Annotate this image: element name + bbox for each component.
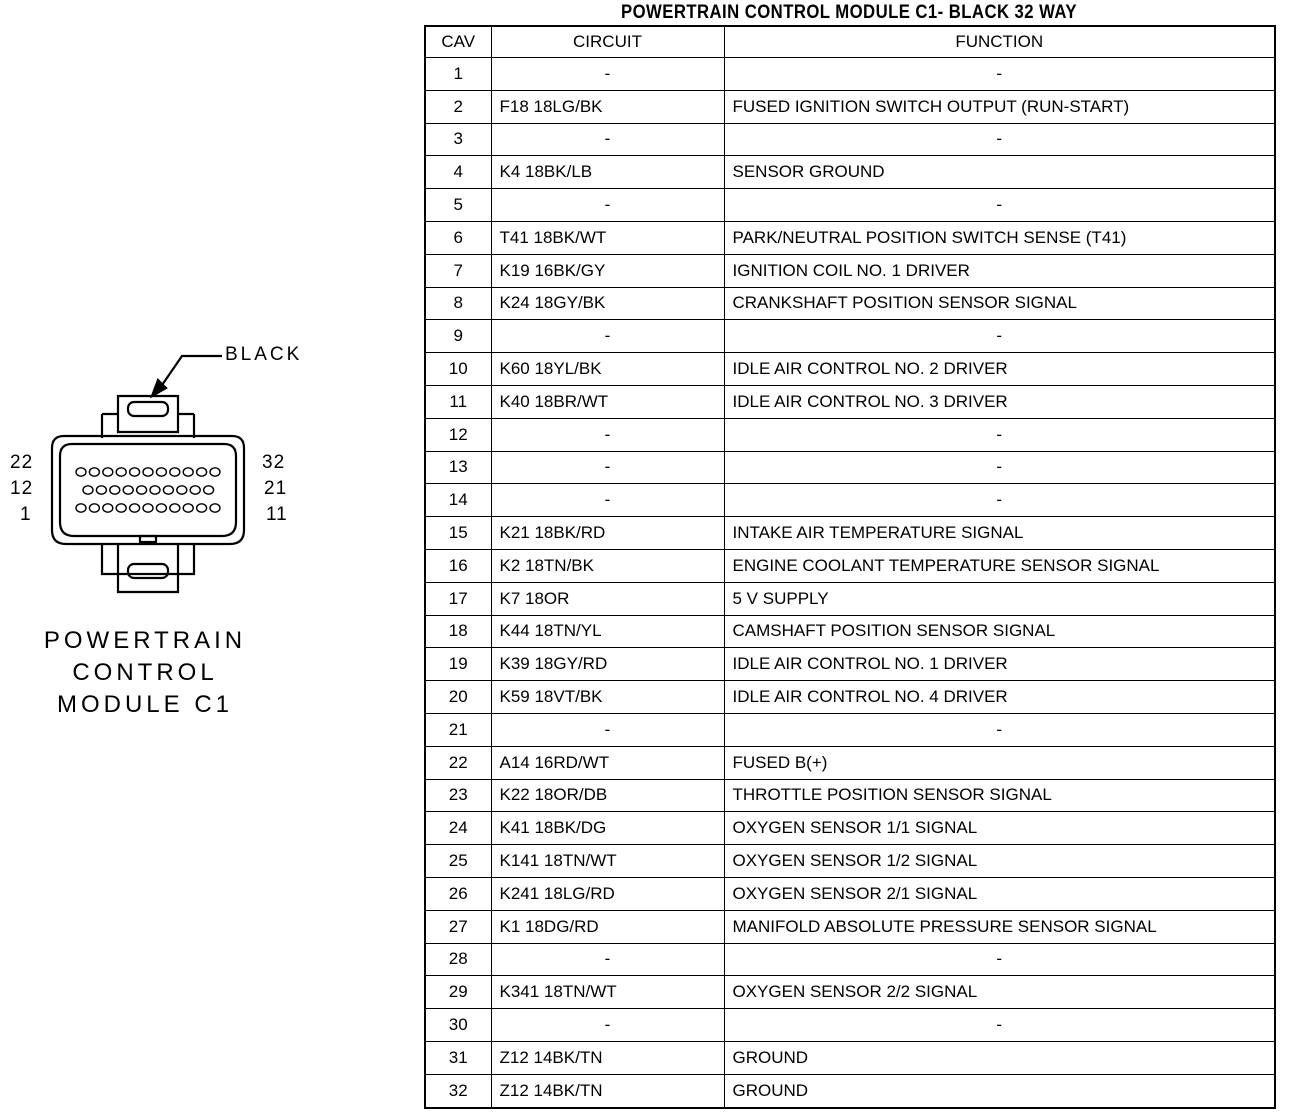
circuit-cell: - (491, 58, 724, 91)
function-cell: - (724, 1009, 1275, 1042)
cav-cell: 31 (425, 1041, 491, 1074)
function-cell: INTAKE AIR TEMPERATURE SIGNAL (724, 517, 1275, 550)
pin-cavity (170, 504, 180, 512)
function-cell: - (724, 123, 1275, 156)
cav-cell: 6 (425, 221, 491, 254)
pin-cavity (89, 504, 99, 512)
table-row (425, 910, 1275, 943)
function-cell: GROUND (724, 1074, 1275, 1107)
connector-pinout-table (424, 25, 1276, 1109)
table-row (425, 123, 1275, 156)
cav-cell: 25 (425, 845, 491, 878)
function-cell: OXYGEN SENSOR 1/1 SIGNAL (724, 812, 1275, 845)
pin-cavity (116, 468, 126, 476)
connector-diagram (0, 330, 320, 730)
pin-cavity (137, 486, 147, 494)
circuit-cell: - (491, 320, 724, 353)
function-cell: IDLE AIR CONTROL NO. 3 DRIVER (724, 385, 1275, 418)
cav-cell: 5 (425, 189, 491, 222)
function-cell: OXYGEN SENSOR 2/2 SIGNAL (724, 976, 1275, 1009)
circuit-cell: - (491, 189, 724, 222)
function-cell: SENSOR GROUND (724, 156, 1275, 189)
function-cell: IDLE AIR CONTROL NO. 2 DRIVER (724, 353, 1275, 386)
function-cell: IDLE AIR CONTROL NO. 4 DRIVER (724, 681, 1275, 714)
function-cell: CAMSHAFT POSITION SENSOR SIGNAL (724, 615, 1275, 648)
function-cell: - (724, 484, 1275, 517)
table-row (425, 451, 1275, 484)
pin-cavity (110, 486, 120, 494)
circuit-cell: K22 18OR/DB (491, 779, 724, 812)
circuit-cell: - (491, 484, 724, 517)
color-callout-label: BLACK (225, 344, 303, 365)
function-cell: - (724, 58, 1275, 91)
cav-cell: 7 (425, 254, 491, 287)
header-cav: CAV (425, 26, 491, 58)
pin-cavity (190, 486, 200, 494)
module-caption-line: POWERTRAIN (43, 627, 247, 654)
function-cell: - (724, 418, 1275, 451)
pin-label-left-bottom: 1 (20, 504, 32, 525)
table-row (425, 746, 1275, 779)
circuit-cell: K44 18TN/YL (491, 615, 724, 648)
pin-cavity (130, 504, 140, 512)
circuit-cell: - (491, 1009, 724, 1042)
pin-cavity (116, 504, 126, 512)
table-row (425, 221, 1275, 254)
cav-cell: 8 (425, 287, 491, 320)
cav-cell: 14 (425, 484, 491, 517)
module-caption-line: MODULE C1 (56, 691, 234, 718)
circuit-cell: - (491, 451, 724, 484)
function-cell: - (724, 943, 1275, 976)
circuit-cell: Z12 14BK/TN (491, 1041, 724, 1074)
pin-cavity (163, 486, 173, 494)
table-row (425, 189, 1275, 222)
table-title: POWERTRAIN CONTROL MODULE C1- BLACK 32 WAY (620, 2, 1078, 23)
cav-cell: 29 (425, 976, 491, 1009)
pin-cavity (156, 468, 166, 476)
pin-cavity (76, 504, 86, 512)
pin-cavity (204, 486, 214, 494)
cav-cell: 3 (425, 123, 491, 156)
cav-cell: 12 (425, 418, 491, 451)
cav-cell: 30 (425, 1009, 491, 1042)
pin-cavity (177, 486, 187, 494)
cav-cell: 17 (425, 582, 491, 615)
pin-cavity (210, 468, 220, 476)
pin-label-right-middle: 21 (264, 478, 288, 499)
circuit-cell: F18 18LG/BK (491, 90, 724, 123)
table-row (425, 1041, 1275, 1074)
function-cell: - (724, 320, 1275, 353)
cav-cell: 24 (425, 812, 491, 845)
pin-cavity (183, 468, 193, 476)
function-cell: GROUND (724, 1041, 1275, 1074)
cav-cell: 2 (425, 90, 491, 123)
cav-cell: 23 (425, 779, 491, 812)
pin-cavity (89, 468, 99, 476)
circuit-cell: - (491, 713, 724, 746)
pin-cavity (197, 504, 207, 512)
function-cell: - (724, 451, 1275, 484)
pin-label-right-bottom: 11 (266, 504, 288, 525)
function-cell: ENGINE COOLANT TEMPERATURE SENSOR SIGNAL (724, 549, 1275, 582)
pin-cavity (170, 468, 180, 476)
cav-cell: 32 (425, 1074, 491, 1107)
cav-cell: 26 (425, 877, 491, 910)
table-row (425, 648, 1275, 681)
cav-cell: 13 (425, 451, 491, 484)
cav-cell: 11 (425, 385, 491, 418)
circuit-cell: K59 18VT/BK (491, 681, 724, 714)
table-header-row (425, 26, 1275, 58)
pin-label-left-top: 22 (10, 452, 34, 473)
table-row (425, 1009, 1275, 1042)
circuit-cell: K40 18BR/WT (491, 385, 724, 418)
function-cell: FUSED B(+) (724, 746, 1275, 779)
function-cell: 5 V SUPPLY (724, 582, 1275, 615)
cav-cell: 1 (425, 58, 491, 91)
circuit-cell: - (491, 418, 724, 451)
table-row (425, 58, 1275, 91)
function-cell: MANIFOLD ABSOLUTE PRESSURE SENSOR SIGNAL (724, 910, 1275, 943)
circuit-cell: - (491, 123, 724, 156)
circuit-cell: K41 18BK/DG (491, 812, 724, 845)
table-row (425, 582, 1275, 615)
cav-cell: 10 (425, 353, 491, 386)
cav-cell: 9 (425, 320, 491, 353)
header-function: FUNCTION (724, 26, 1275, 58)
function-cell: CRANKSHAFT POSITION SENSOR SIGNAL (724, 287, 1275, 320)
circuit-cell: K39 18GY/RD (491, 648, 724, 681)
function-cell: OXYGEN SENSOR 1/2 SIGNAL (724, 845, 1275, 878)
circuit-cell: Z12 14BK/TN (491, 1074, 724, 1107)
header-circuit: CIRCUIT (491, 26, 724, 58)
table-row (425, 90, 1275, 123)
table-row (425, 254, 1275, 287)
pin-cavity (183, 504, 193, 512)
table-row (425, 877, 1275, 910)
table-row (425, 156, 1275, 189)
circuit-cell: K141 18TN/WT (491, 845, 724, 878)
connector-drawing (0, 330, 320, 620)
circuit-cell: A14 16RD/WT (491, 746, 724, 779)
circuit-cell: K19 16BK/GY (491, 254, 724, 287)
table-row (425, 681, 1275, 714)
table-row (425, 287, 1275, 320)
cav-cell: 19 (425, 648, 491, 681)
pin-cavity (143, 504, 153, 512)
table-row (425, 517, 1275, 550)
table-row (425, 418, 1275, 451)
pin-cavity (83, 486, 93, 494)
table-row (425, 845, 1275, 878)
cav-cell: 28 (425, 943, 491, 976)
module-caption (0, 625, 290, 721)
circuit-cell: T41 18BK/WT (491, 221, 724, 254)
cav-cell: 15 (425, 517, 491, 550)
table-row (425, 1074, 1275, 1107)
table-row (425, 353, 1275, 386)
circuit-cell: K1 18DG/RD (491, 910, 724, 943)
pin-cavity (103, 468, 113, 476)
function-cell: PARK/NEUTRAL POSITION SWITCH SENSE (T41) (724, 221, 1275, 254)
table-row (425, 484, 1275, 517)
pin-cavity (210, 504, 220, 512)
function-cell: OXYGEN SENSOR 2/1 SIGNAL (724, 877, 1275, 910)
pin-cavity (197, 468, 207, 476)
pin-label-right-top: 32 (262, 452, 286, 473)
circuit-cell: - (491, 943, 724, 976)
pin-cavity (123, 486, 133, 494)
pin-cavity (143, 468, 153, 476)
table-row (425, 943, 1275, 976)
function-cell: THROTTLE POSITION SENSOR SIGNAL (724, 779, 1275, 812)
table-row (425, 779, 1275, 812)
pin-cavity (103, 504, 113, 512)
table-row (425, 615, 1275, 648)
circuit-cell: K2 18TN/BK (491, 549, 724, 582)
circuit-cell: K24 18GY/BK (491, 287, 724, 320)
pin-label-left-middle: 12 (10, 478, 34, 499)
table-row (425, 976, 1275, 1009)
cav-cell: 4 (425, 156, 491, 189)
function-cell: IGNITION COIL NO. 1 DRIVER (724, 254, 1275, 287)
pin-cavity (96, 486, 106, 494)
cav-cell: 16 (425, 549, 491, 582)
circuit-cell: K60 18YL/BK (491, 353, 724, 386)
pin-cavity (76, 468, 86, 476)
cav-cell: 21 (425, 713, 491, 746)
function-cell: IDLE AIR CONTROL NO. 1 DRIVER (724, 648, 1275, 681)
circuit-cell: K7 18OR (491, 582, 724, 615)
pin-cavity (156, 504, 166, 512)
circuit-cell: K4 18BK/LB (491, 156, 724, 189)
circuit-cell: K21 18BK/RD (491, 517, 724, 550)
table-row (425, 320, 1275, 353)
pin-cavity (130, 468, 140, 476)
table-row (425, 812, 1275, 845)
table-row (425, 549, 1275, 582)
cav-cell: 20 (425, 681, 491, 714)
function-cell: - (724, 189, 1275, 222)
table-row (425, 385, 1275, 418)
cav-cell: 27 (425, 910, 491, 943)
circuit-cell: K241 18LG/RD (491, 877, 724, 910)
circuit-cell: K341 18TN/WT (491, 976, 724, 1009)
table-row (425, 713, 1275, 746)
pin-cavity (150, 486, 160, 494)
cav-cell: 18 (425, 615, 491, 648)
module-caption-line: CONTROL (72, 659, 218, 686)
function-cell: FUSED IGNITION SWITCH OUTPUT (RUN-START) (724, 90, 1275, 123)
function-cell: - (724, 713, 1275, 746)
cav-cell: 22 (425, 746, 491, 779)
